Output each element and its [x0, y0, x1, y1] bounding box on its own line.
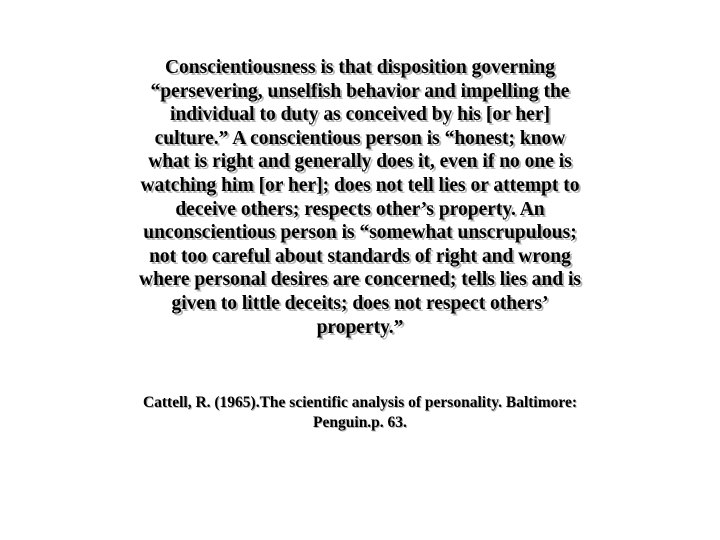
- quote-text: Conscientiousness is that disposition governing “persevering, unselfish behavior and impelling the individual to duty as conceived by his [or her] culture.” A conscientious person is “honest; know what is right and generally does it, even if no one is watching him [or her]; does not tell lies or attempt to deceive others; respects other’s property. An unconscientious person is “somewhat unscrupulous; not too careful about standards of right and wrong where personal desires are concerned; tells lies and is given to little deceits; does not respect others’ property.”: [139, 57, 581, 338]
- citation-text: Cattell, R. (1965).The scientific analysis of personality. Baltimore: Penguin.p. 63.: [142, 394, 578, 431]
